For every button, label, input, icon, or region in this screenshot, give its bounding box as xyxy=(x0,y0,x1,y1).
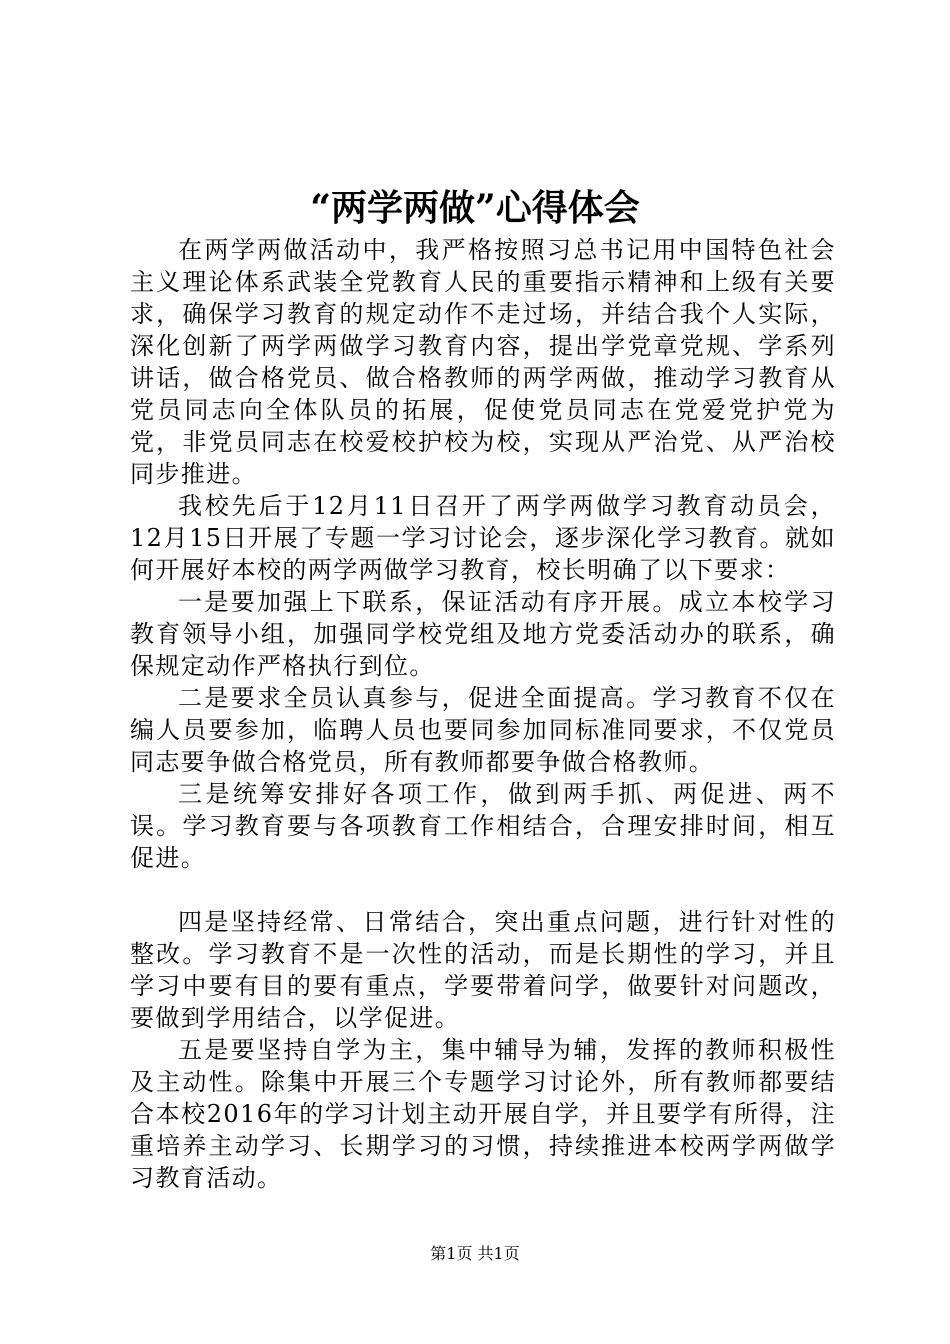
paragraph-requirement-2: 二是要求全员认真参与，促进全面提高。学习教育不仅在编人员要参加，临聘人员也要同参加同标准同要求，不仅党员同志要争做合格党员，所有教师都要争做合格教师。 xyxy=(130,684,836,776)
paragraph-meetings: 我校先后于12月11日召开了两学两做学习教育动员会，12月15日开展了专题一学习讨论会，逐步深化学习教育。就如何开展好本校的两学两做学习教育，校长明确了以下要求： xyxy=(130,492,836,584)
paragraph-requirement-3: 三是统筹安排好各项工作，做到两手抓、两促进、两不误。学习教育要与各项教育工作相结合，合理安排时间，相互促进。 xyxy=(130,780,836,872)
paragraph-requirement-5: 五是要坚持自学为主，集中辅导为辅，发挥的教师积极性及主动性。除集中开展三个专题学习讨论外，所有教师都要结合本校2016年的学习计划主动开展自学，并且要学有所得，注重培养主动学习、长期学习的习惯，持续推进本校两学两做学习教育活动。 xyxy=(130,1036,836,1192)
page-footer: 第1页 共1页 xyxy=(430,1244,520,1263)
document-title: “两学两做”心得体会 xyxy=(310,187,640,229)
paragraph-requirement-4: 四是坚持经常、日常结合，突出重点问题，进行针对性的整改。学习教育不是一次性的活动，而是长期性的学习，并且学习中要有目的要有重点，学要带着问学，做要针对问题改，要做到学用结合，以学促进。 xyxy=(130,908,836,1032)
document-body xyxy=(130,234,836,1194)
paragraph-requirement-1: 一是要加强上下联系，保证活动有序开展。成立本校学习教育领导小组，加强同学校党组及地方党委活动办的联系，确保规定动作严格执行到位。 xyxy=(130,588,836,680)
paragraph-intro: 在两学两做活动中，我严格按照习总书记用中国特色社会主义理论体系武装全党教育人民的重要指示精神和上级有关要求，确保学习教育的规定动作不走过场，并结合我个人实际，深化创新了两学两做学习教育内容，提出学党章党规、学系列讲话，做合格党员、做合格教师的两学两做，推动学习教育从党员同志向全体队员的拓展，促使党员同志在党爱党护党为党，非党员同志在校爱校护校为校，实现从严治党、从严治校同步推进。 xyxy=(130,236,836,488)
